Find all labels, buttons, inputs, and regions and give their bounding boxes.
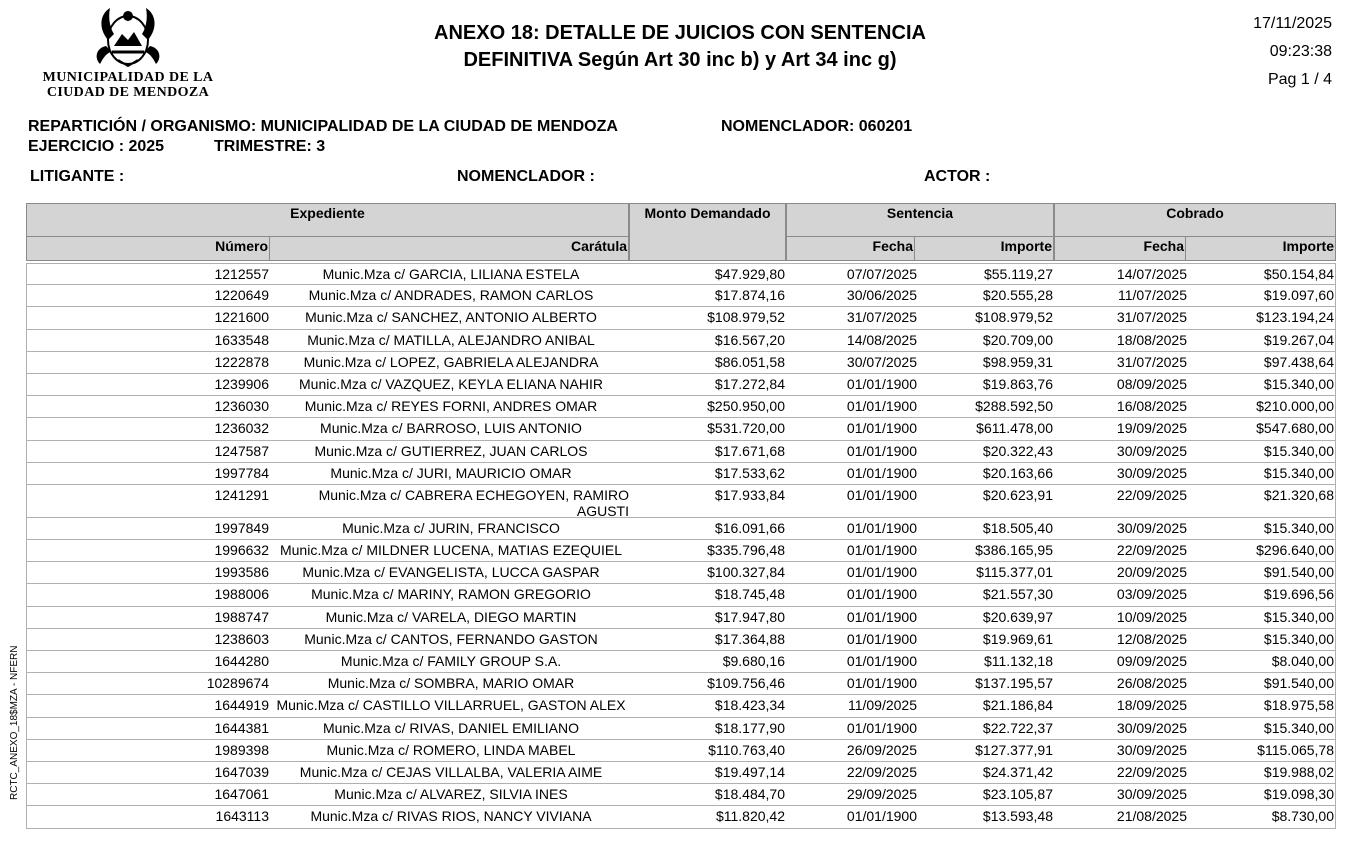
cell-monto: $11.820,42 xyxy=(715,808,785,825)
cell-sentencia-fecha: 01/01/1900 xyxy=(846,653,917,669)
cell-numero: 1996632 xyxy=(214,542,269,559)
logo-text-line2: CIUDAD DE MENDOZA xyxy=(46,85,210,100)
cell-sentencia-importe: $55.119,27 xyxy=(983,266,1053,282)
cell-sentencia-fecha: 01/01/1900 xyxy=(846,420,917,437)
cell-numero: 1212557 xyxy=(214,266,269,282)
cell-caratula: Munic.Mza c/ LOPEZ, GABRIELA ALEJANDRA xyxy=(303,353,599,370)
nomenclador-label: NOMENCLADOR : xyxy=(457,168,595,185)
trimestre-label: TRIMESTRE: 3 xyxy=(214,138,326,155)
cell-sentencia-importe: $20.639,97 xyxy=(982,608,1053,625)
cell-sentencia-fecha: 01/01/1900 xyxy=(846,442,917,459)
cell-cobrado-fecha: 30/09/2025 xyxy=(1116,786,1187,803)
cell-numero: 1993586 xyxy=(214,564,269,581)
cell-sentencia-fecha: 31/07/2025 xyxy=(846,309,917,326)
cell-numero: 1247587 xyxy=(214,442,269,459)
cell-sentencia-importe: $11.132,18 xyxy=(983,653,1053,669)
cell-sentencia-importe: $20.322,43 xyxy=(982,442,1053,459)
cell-caratula: Munic.Mza c/ RIVAS, DANIEL EMILIANO xyxy=(323,719,579,736)
cell-sentencia-fecha: 30/07/2025 xyxy=(846,353,917,370)
cell-monto: $19.497,14 xyxy=(714,763,785,780)
cell-sentencia-importe: $288.592,50 xyxy=(975,398,1053,415)
table-row xyxy=(26,584,1336,606)
table-row xyxy=(26,263,1336,285)
cell-sentencia-fecha: 01/01/1900 xyxy=(846,586,917,603)
cell-caratula: Munic.Mza c/ CANTOS, FERNANDO GASTON xyxy=(304,630,598,647)
cell-sentencia-fecha: 01/01/1900 xyxy=(846,464,917,481)
cell-monto: $110.763,40 xyxy=(708,741,785,758)
cell-monto: $9.680,16 xyxy=(722,653,785,669)
cell-cobrado-importe: $115.065,78 xyxy=(1257,741,1334,758)
cell-caratula: Munic.Mza c/ MARINY, RAMON GREGORIO xyxy=(311,586,591,603)
cell-numero: 1222878 xyxy=(214,353,269,370)
cell-sentencia-fecha: 07/07/2025 xyxy=(846,266,917,282)
cell-cobrado-importe: $18.975,58 xyxy=(1263,697,1334,714)
cell-sentencia-importe: $108.979,52 xyxy=(975,309,1053,326)
cell-monto: $17.533,62 xyxy=(714,464,785,481)
cell-sentencia-fecha: 01/01/1900 xyxy=(846,486,917,503)
header-sentencia-importe: Importe xyxy=(914,236,1054,261)
cell-sentencia-importe: $20.555,28 xyxy=(982,287,1053,304)
cell-cobrado-importe: $15.340,00 xyxy=(1263,719,1334,736)
cell-sentencia-importe: $20.623,91 xyxy=(982,486,1053,503)
cell-sentencia-importe: $386.165,95 xyxy=(975,542,1053,559)
cell-sentencia-fecha: 01/01/1900 xyxy=(846,719,917,736)
cell-cobrado-fecha: 14/07/2025 xyxy=(1116,266,1187,282)
cell-caratula: Munic.Mza c/ ALVAREZ, SILVIA INES xyxy=(334,786,568,803)
cell-cobrado-importe: $19.098,30 xyxy=(1263,786,1334,803)
actor-label: ACTOR : xyxy=(924,168,991,185)
cell-cobrado-importe: $15.340,00 xyxy=(1263,375,1334,392)
cell-numero: 1241291 xyxy=(214,486,269,503)
nomenclador-code: NOMENCLADOR: 060201 xyxy=(721,118,913,135)
cell-cobrado-fecha: 03/09/2025 xyxy=(1116,586,1187,603)
cell-cobrado-importe: $19.267,04 xyxy=(1263,331,1334,348)
cell-monto: $335.796,48 xyxy=(707,542,785,559)
cell-cobrado-importe: $21.320,68 xyxy=(1263,486,1334,503)
cell-numero: 1643113 xyxy=(215,808,269,825)
table-row xyxy=(26,441,1336,463)
cell-cobrado-importe: $15.340,00 xyxy=(1263,608,1334,625)
cell-monto: $18.423,34 xyxy=(714,697,785,714)
cell-cobrado-importe: $15.340,00 xyxy=(1263,630,1334,647)
cell-caratula: Munic.Mza c/ CEJAS VILLALBA, VALERIA AIME xyxy=(299,763,603,780)
cell-sentencia-importe: $19.969,61 xyxy=(982,630,1053,647)
cell-monto: $17.671,68 xyxy=(714,442,785,459)
cell-numero: 1997784 xyxy=(214,464,269,481)
cell-cobrado-fecha: 22/09/2025 xyxy=(1116,542,1187,559)
cell-cobrado-fecha: 11/07/2025 xyxy=(1117,287,1187,304)
table-row xyxy=(26,629,1336,651)
header-caratula: Carátula xyxy=(269,236,629,261)
municipality-logo xyxy=(28,4,228,108)
cell-cobrado-fecha: 10/09/2025 xyxy=(1116,608,1187,625)
cell-sentencia-importe: $98.959,31 xyxy=(982,353,1053,370)
table-row xyxy=(26,463,1336,485)
cell-cobrado-importe: $19.696,56 xyxy=(1263,586,1334,603)
table-row xyxy=(26,784,1336,806)
header-cobrado-importe: Importe xyxy=(1185,236,1336,261)
report-meta xyxy=(1253,10,1332,94)
table-row xyxy=(26,285,1336,307)
cell-monto: $108.979,52 xyxy=(707,309,785,326)
cell-monto: $18.484,70 xyxy=(714,786,785,803)
cell-monto: $250.950,00 xyxy=(707,398,785,415)
cell-monto: $17.272,84 xyxy=(714,375,785,392)
table-row xyxy=(26,695,1336,717)
cell-caratula: Munic.Mza c/ VAZQUEZ, KEYLA ELIANA NAHIR xyxy=(299,375,603,392)
cell-cobrado-importe: $91.540,00 xyxy=(1263,564,1334,581)
cell-sentencia-importe: $23.105,87 xyxy=(982,786,1053,803)
cell-cobrado-importe: $547.680,00 xyxy=(1256,420,1334,437)
table-row xyxy=(26,374,1336,396)
cell-monto: $17.947,80 xyxy=(714,608,785,625)
cell-caratula: Munic.Mza c/ FAMILY GROUP S.A. xyxy=(340,653,562,669)
table-row xyxy=(26,330,1336,352)
cell-cobrado-importe: $50.154,84 xyxy=(1263,266,1334,282)
cell-caratula: Munic.Mza c/ SOMBRA, MARIO OMAR xyxy=(327,675,575,692)
cell-caratula: Munic.Mza c/ JURIN, FRANCISCO xyxy=(342,519,560,536)
cell-sentencia-importe: $21.557,30 xyxy=(982,586,1053,603)
cell-monto: $17.933,84 xyxy=(714,486,785,503)
cell-sentencia-fecha: 01/01/1900 xyxy=(846,542,917,559)
cell-sentencia-importe: $22.722,37 xyxy=(982,719,1053,736)
cell-monto: $47.929,80 xyxy=(714,266,785,282)
cell-monto: $100.327,84 xyxy=(707,564,785,581)
cell-cobrado-fecha: 22/09/2025 xyxy=(1116,486,1187,503)
table-row xyxy=(26,740,1336,762)
cell-monto: $17.874,16 xyxy=(714,287,785,304)
table-row xyxy=(26,418,1336,440)
cell-sentencia-fecha: 01/01/1900 xyxy=(846,630,917,647)
table-header xyxy=(26,203,1336,262)
cell-cobrado-fecha: 31/07/2025 xyxy=(1116,353,1187,370)
cell-cobrado-importe: $296.640,00 xyxy=(1256,542,1334,559)
cell-caratula: Munic.Mza c/ EVANGELISTA, LUCCA GASPAR xyxy=(302,564,600,581)
table-row xyxy=(26,607,1336,629)
cell-sentencia-fecha: 01/01/1900 xyxy=(846,675,917,692)
side-report-code: RCTC_ANEXO_18$MZA - NFERN xyxy=(9,645,20,800)
cell-numero: 1239906 xyxy=(214,375,269,392)
cell-caratula: Munic.Mza c/ CABRERA ECHEGOYEN, RAMIRO AGUSTI xyxy=(318,486,629,519)
cell-caratula: Munic.Mza c/ GUTIERREZ, JUAN CARLOS xyxy=(314,442,588,459)
reparticion-label: REPARTICIÓN / ORGANISMO: MUNICIPALIDAD DE LA CIUDAD DE MENDOZA xyxy=(28,118,618,135)
report-title xyxy=(380,20,980,74)
cell-cobrado-fecha: 19/09/2025 xyxy=(1116,420,1187,437)
table-row xyxy=(26,485,1336,518)
cell-caratula: Munic.Mza c/ ROMERO, LINDA MABEL xyxy=(326,741,576,758)
cell-cobrado-fecha: 18/08/2025 xyxy=(1116,331,1187,348)
cell-cobrado-fecha: 09/09/2025 xyxy=(1116,653,1187,669)
cell-caratula: Munic.Mza c/ GARCIA, LILIANA ESTELA xyxy=(322,266,580,282)
cell-sentencia-fecha: 01/01/1900 xyxy=(846,519,917,536)
cell-sentencia-fecha: 01/01/1900 xyxy=(846,608,917,625)
table-row xyxy=(26,352,1336,374)
cell-cobrado-fecha: 08/09/2025 xyxy=(1116,375,1187,392)
cell-sentencia-fecha: 01/01/1900 xyxy=(846,564,917,581)
cell-cobrado-fecha: 20/09/2025 xyxy=(1116,564,1187,581)
cell-numero: 1236030 xyxy=(214,398,269,415)
table-row xyxy=(26,651,1336,673)
cell-cobrado-importe: $19.097,60 xyxy=(1263,287,1334,304)
cell-cobrado-fecha: 30/09/2025 xyxy=(1116,719,1187,736)
cell-cobrado-fecha: 12/08/2025 xyxy=(1116,630,1187,647)
cell-numero: 1988747 xyxy=(214,608,269,625)
cell-caratula: Munic.Mza c/ MATILLA, ALEJANDRO ANIBAL xyxy=(307,331,595,348)
ejercicio-label: EJERCICIO : 2025 xyxy=(28,138,165,155)
cell-cobrado-fecha: 21/08/2025 xyxy=(1116,808,1187,825)
cell-cobrado-importe: $8.040,00 xyxy=(1271,653,1334,669)
header-cobrado: Cobrado xyxy=(1054,203,1336,237)
header-numero: Número xyxy=(26,236,270,261)
cell-cobrado-importe: $91.540,00 xyxy=(1263,675,1334,692)
cell-sentencia-importe: $137.195,57 xyxy=(975,675,1053,692)
cell-numero: 1647039 xyxy=(214,763,269,780)
table-row xyxy=(26,718,1336,740)
cell-sentencia-fecha: 01/01/1900 xyxy=(846,398,917,415)
logo-text-line1: MUNICIPALIDAD DE LA xyxy=(42,70,214,85)
header-sentencia-fecha: Fecha xyxy=(786,236,915,261)
cell-caratula: Munic.Mza c/ ANDRADES, RAMON CARLOS xyxy=(308,287,594,304)
table-row xyxy=(26,673,1336,695)
report-time: 09:23:38 xyxy=(1269,43,1332,60)
cell-cobrado-fecha: 18/09/2025 xyxy=(1116,697,1187,714)
cell-cobrado-fecha: 22/09/2025 xyxy=(1116,763,1187,780)
cell-caratula: Munic.Mza c/ CASTILLO VILLARRUEL, GASTON ALEX xyxy=(276,697,626,714)
cell-numero: 1647061 xyxy=(214,786,269,803)
cell-numero: 10289674 xyxy=(206,675,269,692)
cell-cobrado-importe: $19.988,02 xyxy=(1263,763,1334,780)
cell-monto: $531.720,00 xyxy=(707,420,785,437)
cell-cobrado-importe: $15.340,00 xyxy=(1263,442,1334,459)
table-row xyxy=(26,518,1336,540)
header-monto: Monto Demandado xyxy=(629,203,786,261)
cell-cobrado-fecha: 30/09/2025 xyxy=(1116,519,1187,536)
cell-sentencia-importe: $24.371,42 xyxy=(982,763,1053,780)
cell-sentencia-fecha: 14/08/2025 xyxy=(846,331,917,348)
coat-of-arms-icon xyxy=(92,4,164,70)
cell-cobrado-fecha: 30/09/2025 xyxy=(1116,464,1187,481)
table-row xyxy=(26,540,1336,562)
cell-numero: 1238603 xyxy=(214,630,269,647)
cell-monto: $18.177,90 xyxy=(714,719,785,736)
table-body xyxy=(26,263,1336,829)
title-line1: ANEXO 18: DETALLE DE JUICIOS CON SENTENCIA xyxy=(434,22,926,44)
table-row xyxy=(26,396,1336,418)
cell-monto: $109.756,46 xyxy=(707,675,785,692)
cell-sentencia-fecha: 26/09/2025 xyxy=(846,741,917,758)
report-date: 17/11/2025 xyxy=(1253,15,1332,32)
cell-numero: 1221600 xyxy=(214,309,269,326)
page-indicator: Pag 1 / 4 xyxy=(1267,71,1332,88)
cell-sentencia-fecha: 22/09/2025 xyxy=(846,763,917,780)
cell-numero: 1644381 xyxy=(214,719,269,736)
cell-caratula: Munic.Mza c/ REYES FORNI, ANDRES OMAR xyxy=(304,398,598,415)
cell-sentencia-fecha: 29/09/2025 xyxy=(846,786,917,803)
table-row xyxy=(26,762,1336,784)
cell-sentencia-importe: $115.377,01 xyxy=(976,564,1053,581)
cell-numero: 1644280 xyxy=(214,653,269,669)
cell-monto: $18.745,48 xyxy=(714,586,785,603)
cell-cobrado-fecha: 31/07/2025 xyxy=(1116,309,1187,326)
cell-cobrado-importe: $97.438,64 xyxy=(1263,353,1334,370)
cell-sentencia-fecha: 30/06/2025 xyxy=(846,287,917,304)
cell-numero: 1220649 xyxy=(214,287,269,304)
cell-cobrado-fecha: 26/08/2025 xyxy=(1116,675,1187,692)
cell-sentencia-importe: $18.505,40 xyxy=(982,519,1053,536)
cell-sentencia-fecha: 01/01/1900 xyxy=(846,808,917,825)
cell-numero: 1644919 xyxy=(214,697,269,714)
cell-monto: $16.567,20 xyxy=(714,331,785,348)
cell-cobrado-importe: $8.730,00 xyxy=(1271,808,1334,825)
cell-cobrado-importe: $210.000,00 xyxy=(1256,398,1334,415)
cell-numero: 1236032 xyxy=(214,420,269,437)
cell-cobrado-importe: $123.194,24 xyxy=(1256,309,1334,326)
cell-sentencia-importe: $19.863,76 xyxy=(982,375,1053,392)
cell-cobrado-importe: $15.340,00 xyxy=(1263,464,1334,481)
cell-numero: 1988006 xyxy=(214,586,269,603)
cell-sentencia-fecha: 11/09/2025 xyxy=(847,697,917,714)
cell-sentencia-fecha: 01/01/1900 xyxy=(846,375,917,392)
cell-cobrado-fecha: 30/09/2025 xyxy=(1116,741,1187,758)
cell-numero: 1997849 xyxy=(214,519,269,536)
cell-sentencia-importe: $20.163,66 xyxy=(982,464,1053,481)
cell-sentencia-importe: $13.593,48 xyxy=(982,808,1053,825)
cell-numero: 1989398 xyxy=(214,741,269,758)
table-row xyxy=(26,562,1336,584)
cell-sentencia-importe: $20.709,00 xyxy=(982,331,1053,348)
cell-caratula: Munic.Mza c/ RIVAS RIOS, NANCY VIVIANA xyxy=(310,808,592,825)
cell-monto: $17.364,88 xyxy=(714,630,785,647)
cell-sentencia-importe: $127.377,91 xyxy=(975,741,1053,758)
cell-caratula: Munic.Mza c/ SANCHEZ, ANTONIO ALBERTO xyxy=(305,309,597,326)
header-expediente: Expediente xyxy=(26,203,629,237)
cell-monto: $16.091,66 xyxy=(714,519,785,536)
table-row xyxy=(26,307,1336,329)
cell-sentencia-importe: $611.478,00 xyxy=(976,420,1053,437)
cell-caratula: Munic.Mza c/ VARELA, DIEGO MARTIN xyxy=(325,608,577,625)
cell-numero: 1633548 xyxy=(214,331,269,348)
cell-sentencia-importe: $21.186,84 xyxy=(982,697,1053,714)
litigante-label: LITIGANTE : xyxy=(30,168,125,185)
cell-caratula: Munic.Mza c/ BARROSO, LUIS ANTONIO xyxy=(320,420,582,437)
cell-cobrado-fecha: 16/08/2025 xyxy=(1116,398,1187,415)
title-line2: DEFINITIVA Según Art 30 inc b) y Art 34 inc g) xyxy=(463,49,897,71)
cell-monto: $86.051,58 xyxy=(714,353,785,370)
cell-cobrado-importe: $15.340,00 xyxy=(1263,519,1334,536)
cell-caratula: Munic.Mza c/ MILDNER LUCENA, MATIAS EZEQUIEL xyxy=(279,542,623,559)
header-sentencia: Sentencia xyxy=(786,203,1054,237)
cell-caratula: Munic.Mza c/ JURI, MAURICIO OMAR xyxy=(330,464,572,481)
header-cobrado-fecha: Fecha xyxy=(1054,236,1186,261)
table-row xyxy=(26,806,1336,828)
cell-cobrado-fecha: 30/09/2025 xyxy=(1116,442,1187,459)
